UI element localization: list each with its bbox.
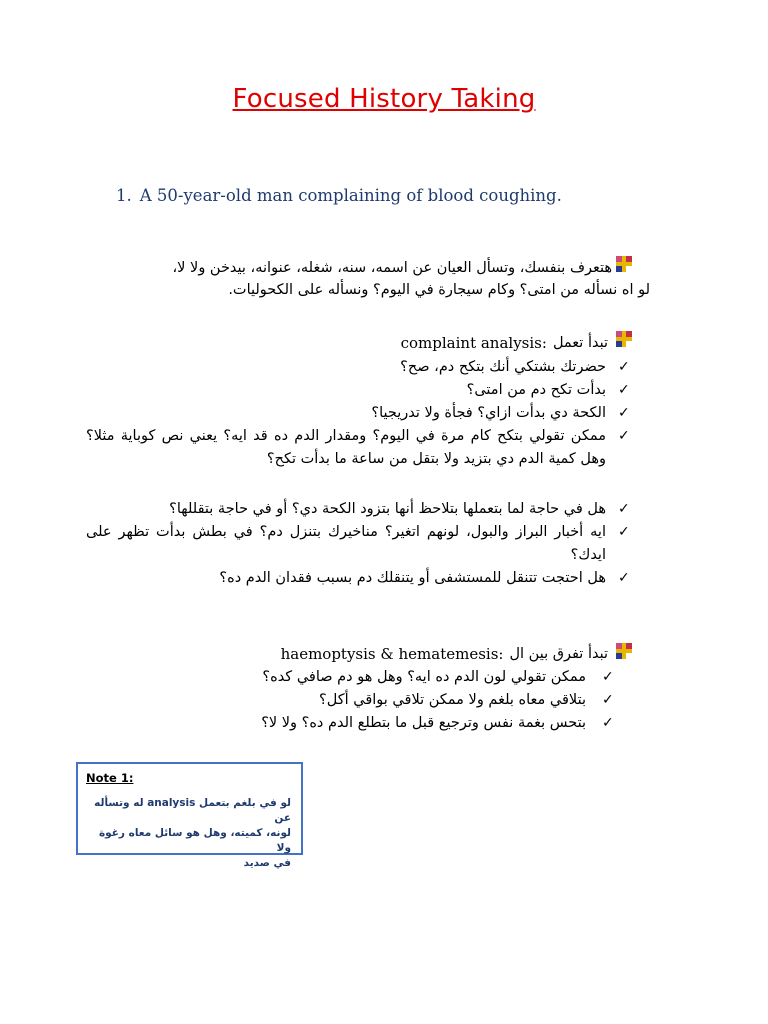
checkmark-icon: ✓ [618, 405, 630, 421]
intro-paragraph [95, 257, 650, 301]
note-line-2: لونه، كميته، وهل هو سائل معاه رغوة ولا [98, 827, 291, 854]
checkmark-icon: ✓ [618, 570, 630, 586]
question-heading [116, 186, 562, 205]
note-line-3: في صديد [243, 857, 291, 869]
question-text: A 50-year-old man complaining of blood coughing. [139, 186, 562, 205]
list-item: ✓ حضرتك بشتكي أنك بتكح دم، صح؟ [86, 356, 606, 379]
list-item: ✓ بتلاقي معاه بلغم ولا ممكن تلاقي بواقي أكل؟ [146, 689, 586, 712]
note-box [76, 762, 303, 869]
note-label: Note 1: [86, 771, 134, 785]
difference-question-list [146, 666, 614, 735]
list-item: ✓ الكحة دي بدأت ازاي؟ فجأة ولا تدريجيا؟ [86, 402, 606, 425]
list-item: ✓ ممكن تقولي بتكح كام مرة في اليوم؟ ومقدار الدم ده قد ايه؟ يعني نص كوباية مثلا؟ وهل كمية الدم دي بتزيد ولا بتقل من ساعة ما بدأت تكح؟ [86, 425, 606, 471]
list-item: ✓ ايه أخبار البراز والبول، لونهم اتغير؟ مناخيرك بتنزل دم؟ في بطش بدأت تظهر على ايدك؟ [86, 521, 606, 567]
checkmark-icon: ✓ [618, 382, 630, 398]
list-item: ✓ هل احتجت تتنقل للمستشفى أو يتنقلك دم بسبب فقدان الدم ده؟ [86, 567, 606, 590]
question-number: 1. [116, 186, 132, 205]
intro-line-2: لو اه نسأله من امتى؟ وكام سيجارة في اليوم؟ ونسأله على الكحوليات. [228, 282, 650, 298]
page-title: Focused History Taking [232, 84, 536, 114]
checkmark-icon: ✓ [618, 524, 630, 540]
checkmark-icon: ✓ [618, 501, 630, 517]
difference-heading-english: haemoptysis & hematemesis: [280, 645, 504, 663]
list-item: ✓ هل في حاجة لما بتعملها بتلاحظ أنها بتزود الكحة دي؟ أو في حاجة بتقللها؟ [86, 498, 606, 521]
complaint-question-list [86, 356, 630, 471]
complaint-heading-arabic: تبدأ تعمل [552, 335, 608, 351]
checkmark-icon: ✓ [602, 715, 614, 731]
checkmark-icon: ✓ [602, 669, 614, 685]
colored-square-bullet-icon [616, 331, 632, 347]
complaint-analysis-heading [401, 332, 608, 354]
note-body [86, 796, 291, 871]
complaint-heading-english: complaint analysis: [400, 334, 547, 352]
note-line-1: لو في بلغم بتعمل analysis له وتسأله عن [94, 797, 291, 824]
list-item: ✓ بدأت تكح دم من امتى؟ [86, 379, 606, 402]
difference-heading [281, 643, 608, 665]
checkmark-icon: ✓ [618, 428, 630, 444]
colored-square-bullet-icon [616, 643, 632, 659]
checkmark-icon: ✓ [602, 692, 614, 708]
checkmark-icon: ✓ [618, 359, 630, 375]
difference-heading-arabic: تبدأ تفرق بين ال [509, 646, 608, 662]
intro-line-1: هتعرف بنفسك، وتسأل العيان عن اسمه، سنه، شغله، عنوانه، بيدخن ولا لا، [172, 260, 612, 276]
list-item: ✓ بتحس بغمة نفس وترجيع قبل ما بتطلع الدم ده؟ ولا لا؟ [146, 712, 586, 735]
list-item: ✓ ممكن تقولي لون الدم ده ايه؟ وهل هو دم صافي كده؟ [146, 666, 586, 689]
complaint-question-list-2 [86, 498, 630, 590]
